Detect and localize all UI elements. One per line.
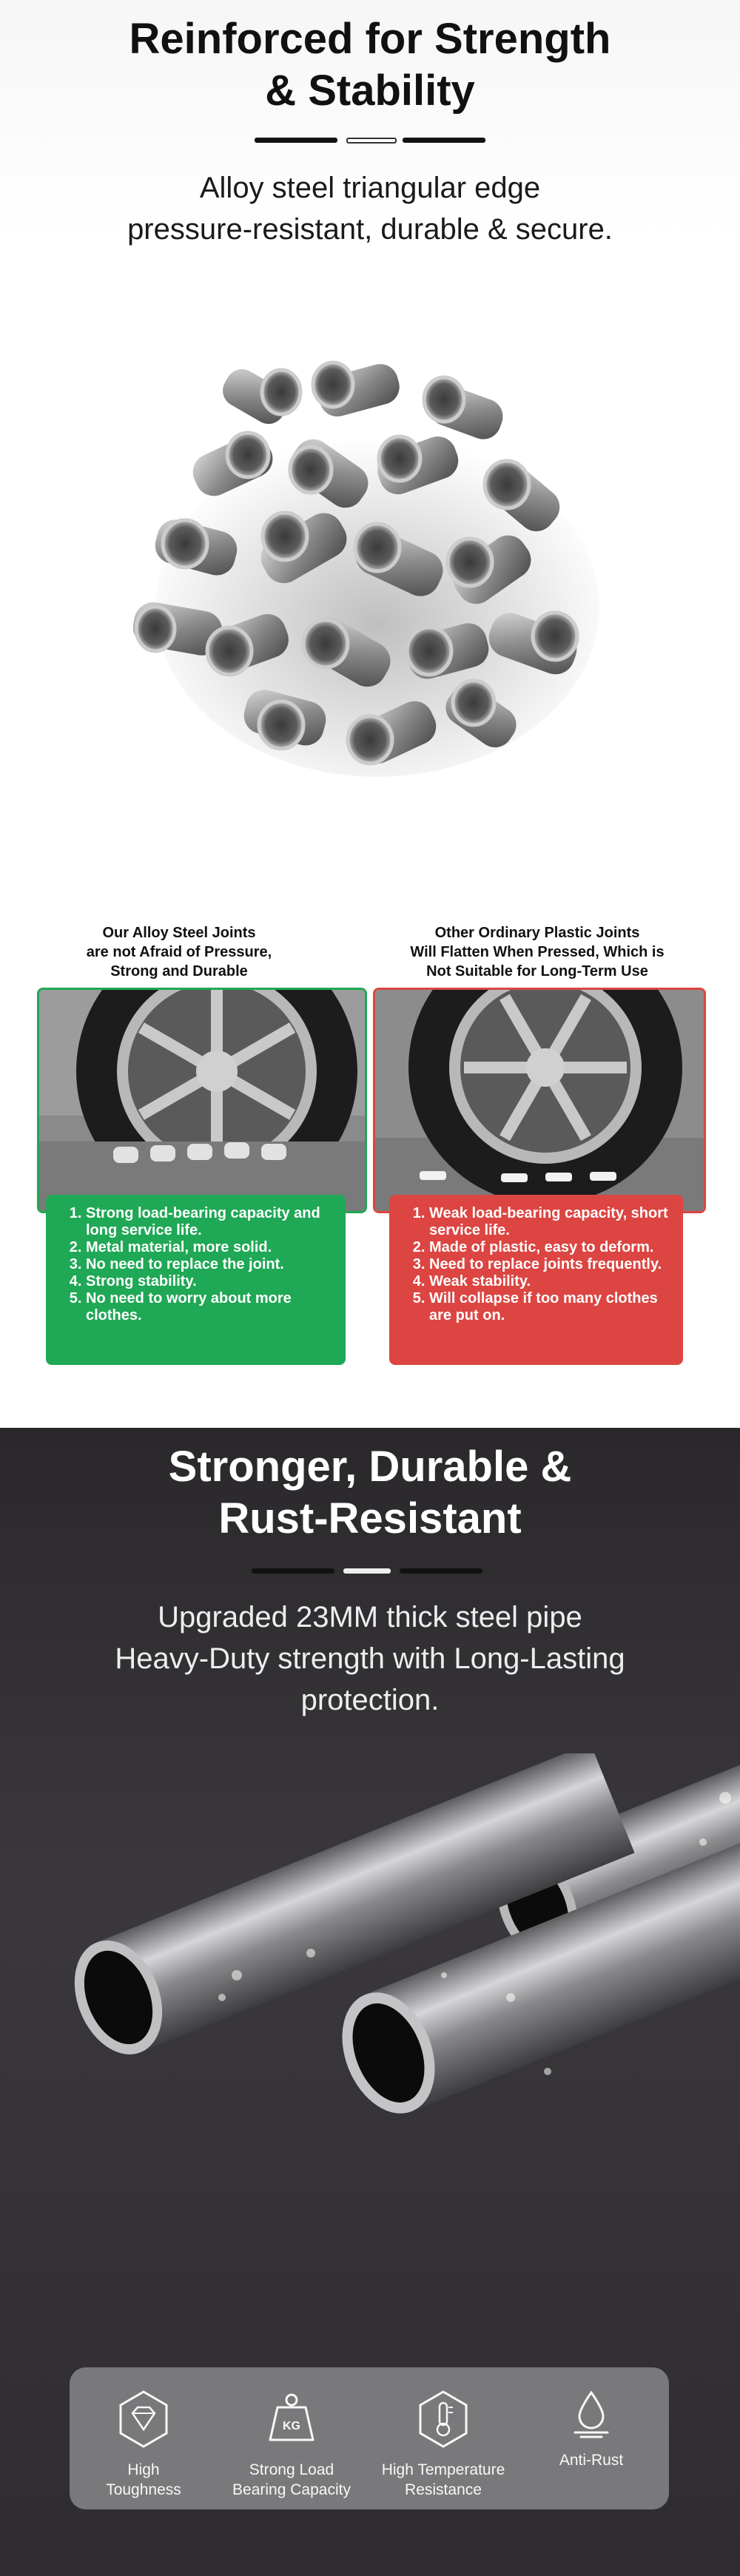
- plastic-joints-drawbacks-list: [389, 1195, 683, 1365]
- list-item: 3. No need to replace the joint.: [86, 1256, 334, 1273]
- steel-joints-pile-image: [133, 326, 622, 814]
- feature-label: Anti-Rust: [559, 2452, 624, 2469]
- plastic-joints-heading-line2: Will Flatten When Pressed, Which is: [410, 944, 665, 960]
- alloy-joints-heading-line2: are not Afraid of Pressure,: [86, 944, 272, 960]
- features-bar: [70, 2367, 669, 2509]
- durable-title-line1: Stronger, Durable &: [168, 1443, 572, 1491]
- plastic-joints-heading-line3: Not Suitable for Long-Term Use: [426, 963, 648, 980]
- durable-subtitle-line3: protection.: [300, 1684, 440, 1716]
- weight-icon: [264, 2391, 319, 2446]
- list-item: 4. Weak stability.: [429, 1273, 671, 1290]
- alloy-joints-benefits-list: [46, 1195, 346, 1365]
- alloy-joints-heading: [16, 923, 342, 981]
- plastic-joints-under-tire-photo: [373, 988, 706, 1213]
- steel-pipes-image: [0, 1753, 740, 2330]
- strength-title-line2: & Stability: [265, 67, 475, 115]
- thermometer-icon: [417, 2390, 469, 2449]
- svg-text:KG: KG: [283, 2420, 300, 2432]
- plastic-joints-heading: [374, 923, 700, 981]
- alloy-joints-heading-line3: Strong and Durable: [110, 963, 248, 980]
- diamond-icon: [118, 2390, 169, 2449]
- strength-subtitle-line2: pressure-resistant, durable & secure.: [127, 213, 613, 246]
- water-drop-icon: [569, 2390, 613, 2441]
- list-item: 3. Need to replace joints frequently.: [429, 1256, 671, 1273]
- feature-label: Strong Load Bearing Capacity: [232, 2461, 351, 2498]
- strength-subtitle-line1: Alloy steel triangular edge: [199, 172, 541, 204]
- durable-subtitle-line2: Heavy-Duty strength with Long-Lasting: [115, 1642, 625, 1675]
- list-item: 5. Will collapse if too many clothes are put on.: [429, 1290, 671, 1324]
- list-item: 2. Metal material, more solid.: [86, 1239, 334, 1256]
- durable-subtitle-line1: Upgraded 23MM thick steel pipe: [158, 1601, 582, 1633]
- durable-section: [0, 1428, 740, 2576]
- strength-title-line1: Reinforced for Strength: [129, 15, 611, 63]
- alloy-joints-heading-line1: Our Alloy Steel Joints: [102, 925, 256, 941]
- list-item: 1. Weak load-bearing capacity, short service life.: [429, 1205, 671, 1239]
- feature-label: High Toughness: [106, 2461, 181, 2498]
- alloy-joints-under-tire-photo: [37, 988, 367, 1213]
- feature-label: High Temperature Resistance: [381, 2461, 505, 2498]
- durable-title-line2: Rust-Resistant: [218, 1494, 522, 1542]
- list-item: 5. No need to worry about more clothes.: [86, 1290, 334, 1324]
- list-item: 1. Strong load-bearing capacity and long service life.: [86, 1205, 334, 1239]
- plastic-joints-heading-line1: Other Ordinary Plastic Joints: [434, 925, 640, 941]
- list-item: 2. Made of plastic, easy to deform.: [429, 1239, 671, 1256]
- list-item: 4. Strong stability.: [86, 1273, 334, 1290]
